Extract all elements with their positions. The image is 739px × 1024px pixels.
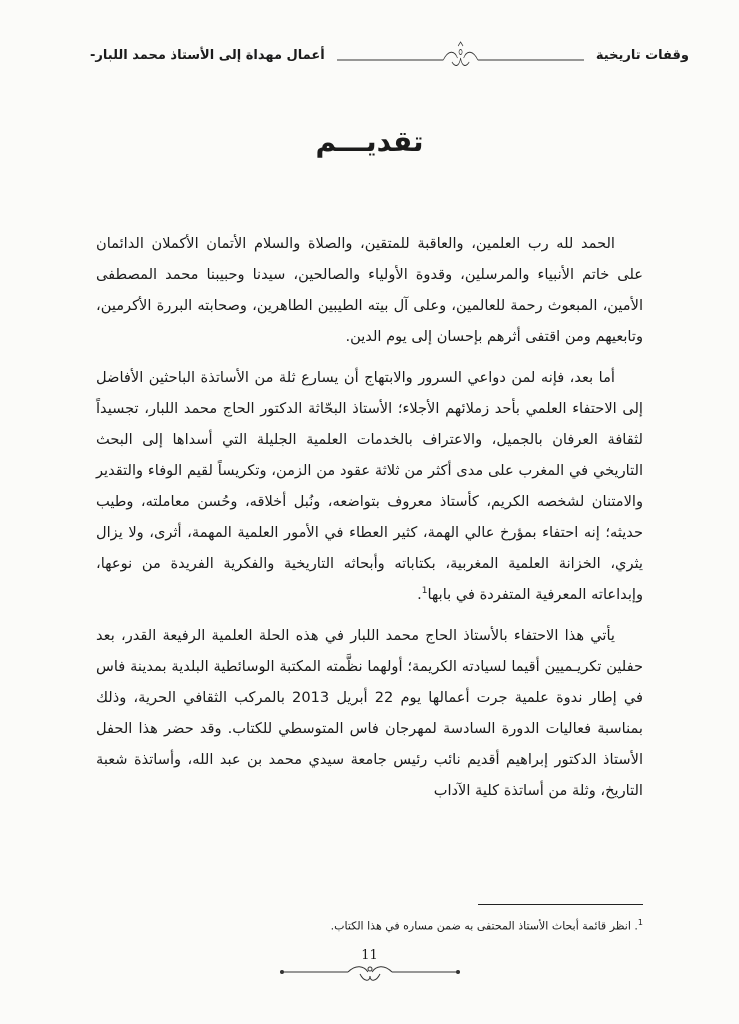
footer-ornament-icon <box>280 962 460 988</box>
footnote-reference[interactable]: 1 <box>421 586 428 597</box>
page-title: تقديـــم <box>315 125 424 158</box>
section-title: وقفات تاريخية <box>595 47 689 63</box>
paragraph: الحمد لله رب العلمين، والعاقبة للمتقين، والصلاة والسلام الأتمان الأكملان الدائمان على خاتم الأنبياء والمرسلين، وقدوة الأولياء والصالحين، سيدنا وحبيبنا محمد المصطفى الأمين، المبعوث رحمة للعالمين، وعلى آل بيته الطيبين الطاهرين، وصحابته البررة الأكرمين، وتابعيهم ومن اقتفى أثرهم بإحسان إلى يوم الدين. <box>96 235 643 345</box>
paragraph-text: أما بعد، فإنه لمن دواعي السرور والابتهاج أن يسارع ثلة من الأساتذة الباحثين الأفاضل إلى الاحتفاء العلمي بأحد زملائهم الأجلاء؛ الأستاذ البحّاثة الدكتور الحاج محمد اللبار، تجسيداً لثقافة العرفان بالجميل، والاعتراف بالخدمات العلمية الجليلة التي أسداها إلى البحث التاريخي في المغرب على مدى أكثر من ثلاثة عقود من الزمن، وتكريساً لقيم الوفاء والتقدير والامتنان لشخصه الكريم، كأستاذ معروف بتواضعه، ونُبل أخلاقه، وحُسن معاملته، وطيب حديثه؛ إنه احتفاء بمؤرخ عالي الهمة، كثير العطاء في الأمور العلمية المهمة، أثرى، ولا يزال يثري، الخزانة العلمية المغربية، بكتاباته وأبحاثه التاريخية والفكرية الفريدة من نوعها، وإبداعاته المعرفية المتفردة في بابها <box>96 369 643 603</box>
footnote-text: . انظر قائمة أبحاث الأستاذ المحتفى به ضمن مساره في هذا الكتاب. <box>330 919 638 933</box>
running-header <box>90 40 689 70</box>
footnote-divider <box>478 904 643 905</box>
book-title: أعمال مهداة إلى الأستاذ محمد اللبار- <box>90 47 325 63</box>
page-number: 11 <box>361 948 378 963</box>
paragraph: يأتي هذا الاحتفاء بالأستاذ الحاج محمد اللبار في هذه الحلة العلمية الرفيعة القدر، بعد حفلين تكريـميين أقيما لسيادته الكريمة؛ أولهما نظَّمته المكتبة الوسائطية البلدية بمدينة فاس في إطار ندوة علمية جرت أعمالها يوم 22 أبريل 2013 بالمركب الثقافي الحرية، وذلك بمناسبة فعاليات الدورة السادسة لمهرجان فاس المتوسطي للكتاب. وقد حضر هذا الحفل الأستاذ الدكتور إبراهيم أقديم نائب رئيس جامعة سيدي محمد بن عبد الله، وأساتذة شعبة التاريخ، وثلة من أساتذة كلية الآداب <box>96 627 643 799</box>
paragraph: أما بعد، فإنه لمن دواعي السرور والابتهاج أن يسارع ثلة من الأساتذة الباحثين الأفاضل إلى الاحتفاء العلمي بأحد زملائهم الأجلاء؛ الأستاذ البحّاثة الدكتور الحاج محمد اللبار، تجسيداً لثقافة العرفان بالجميل، والاعتراف بالخدمات العلمية الجليلة التي أسداها إلى البحث التاريخي في المغرب على مدى أكثر من ثلاثة عقود من الزمن، وتكريساً لقيم الوفاء والتقدير والامتنان لشخصه الكريم، كأستاذ معروف بتواضعه، ونُبل أخلاقه، وحُسن معاملته، وطيب حديثه؛ إنه احتفاء بمؤرخ عالي الهمة، كثير العطاء في الأمور العلمية المهمة، أثرى، ولا يزال يثري، الخزانة العلمية المغربية، بكتاباته وأبحاثه التاريخية والفكرية الفريدة من نوعها، وإبداعاته المعرفية المتفردة في بابها$^1$. <box>96 369 643 603</box>
footnote <box>200 918 643 933</box>
header-ornament-icon <box>337 40 584 70</box>
footnote-marker: 1 <box>637 918 643 927</box>
body-text <box>96 228 643 816</box>
